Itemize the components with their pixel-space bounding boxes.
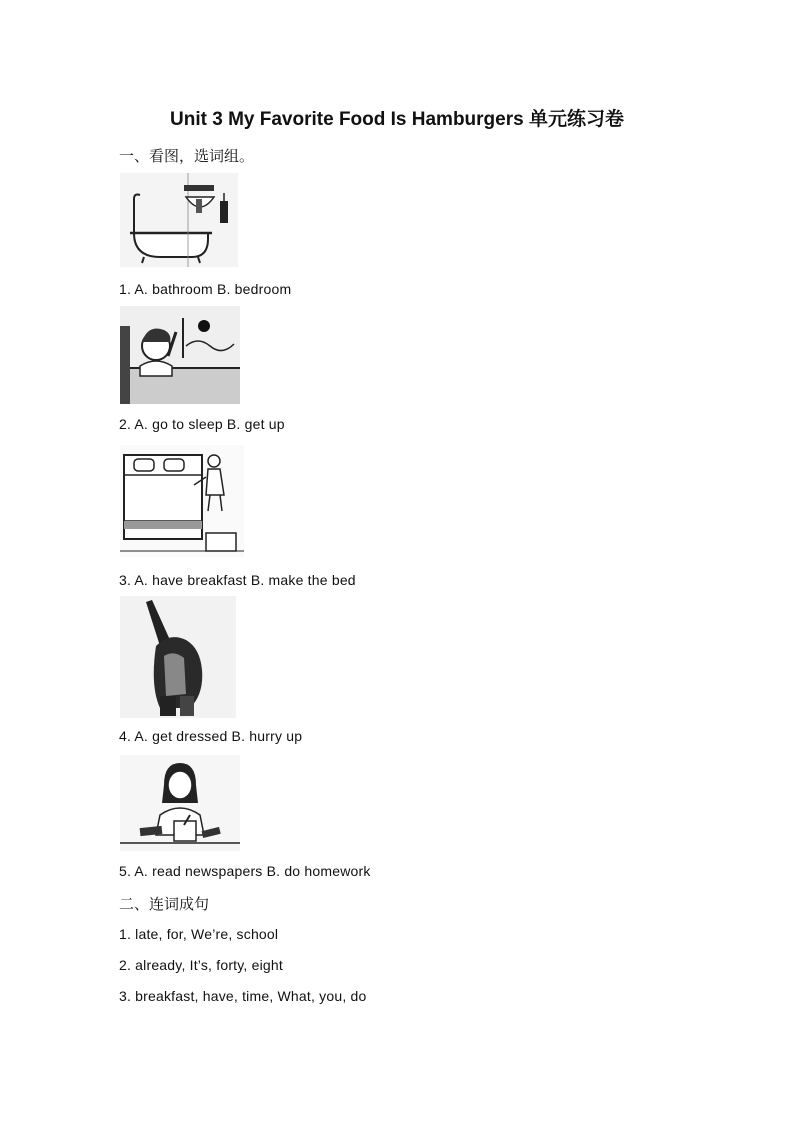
girl-writing-picture <box>120 755 240 851</box>
sentence-item-3: 3. breakfast, have, time, What, you, do <box>119 988 367 1004</box>
question-2: 2. A. go to sleep B. get up <box>119 416 285 432</box>
question-5: 5. A. read newspapers B. do homework <box>119 863 371 879</box>
boy-waking-up-picture <box>120 306 240 404</box>
bathtub-sink-picture <box>120 173 238 267</box>
person-putting-on-coat-picture <box>120 596 236 718</box>
section2-heading: 二、连词成句 <box>119 896 210 913</box>
page-title: Unit 3 My Favorite Food Is Hamburgers 单元练习卷 <box>170 109 624 130</box>
question-4: 4. A. get dressed B. hurry up <box>119 728 303 744</box>
sentence-item-2: 2. already, It’s, forty, eight <box>119 957 283 973</box>
section1-heading: 一、看图，选词组。 <box>119 148 255 165</box>
girl-making-bed-picture <box>120 445 244 557</box>
question-1: 1. A. bathroom B. bedroom <box>119 281 292 297</box>
question-3: 3. A. have breakfast B. make the bed <box>119 572 356 588</box>
sentence-item-1: 1. late, for, We’re, school <box>119 926 279 942</box>
